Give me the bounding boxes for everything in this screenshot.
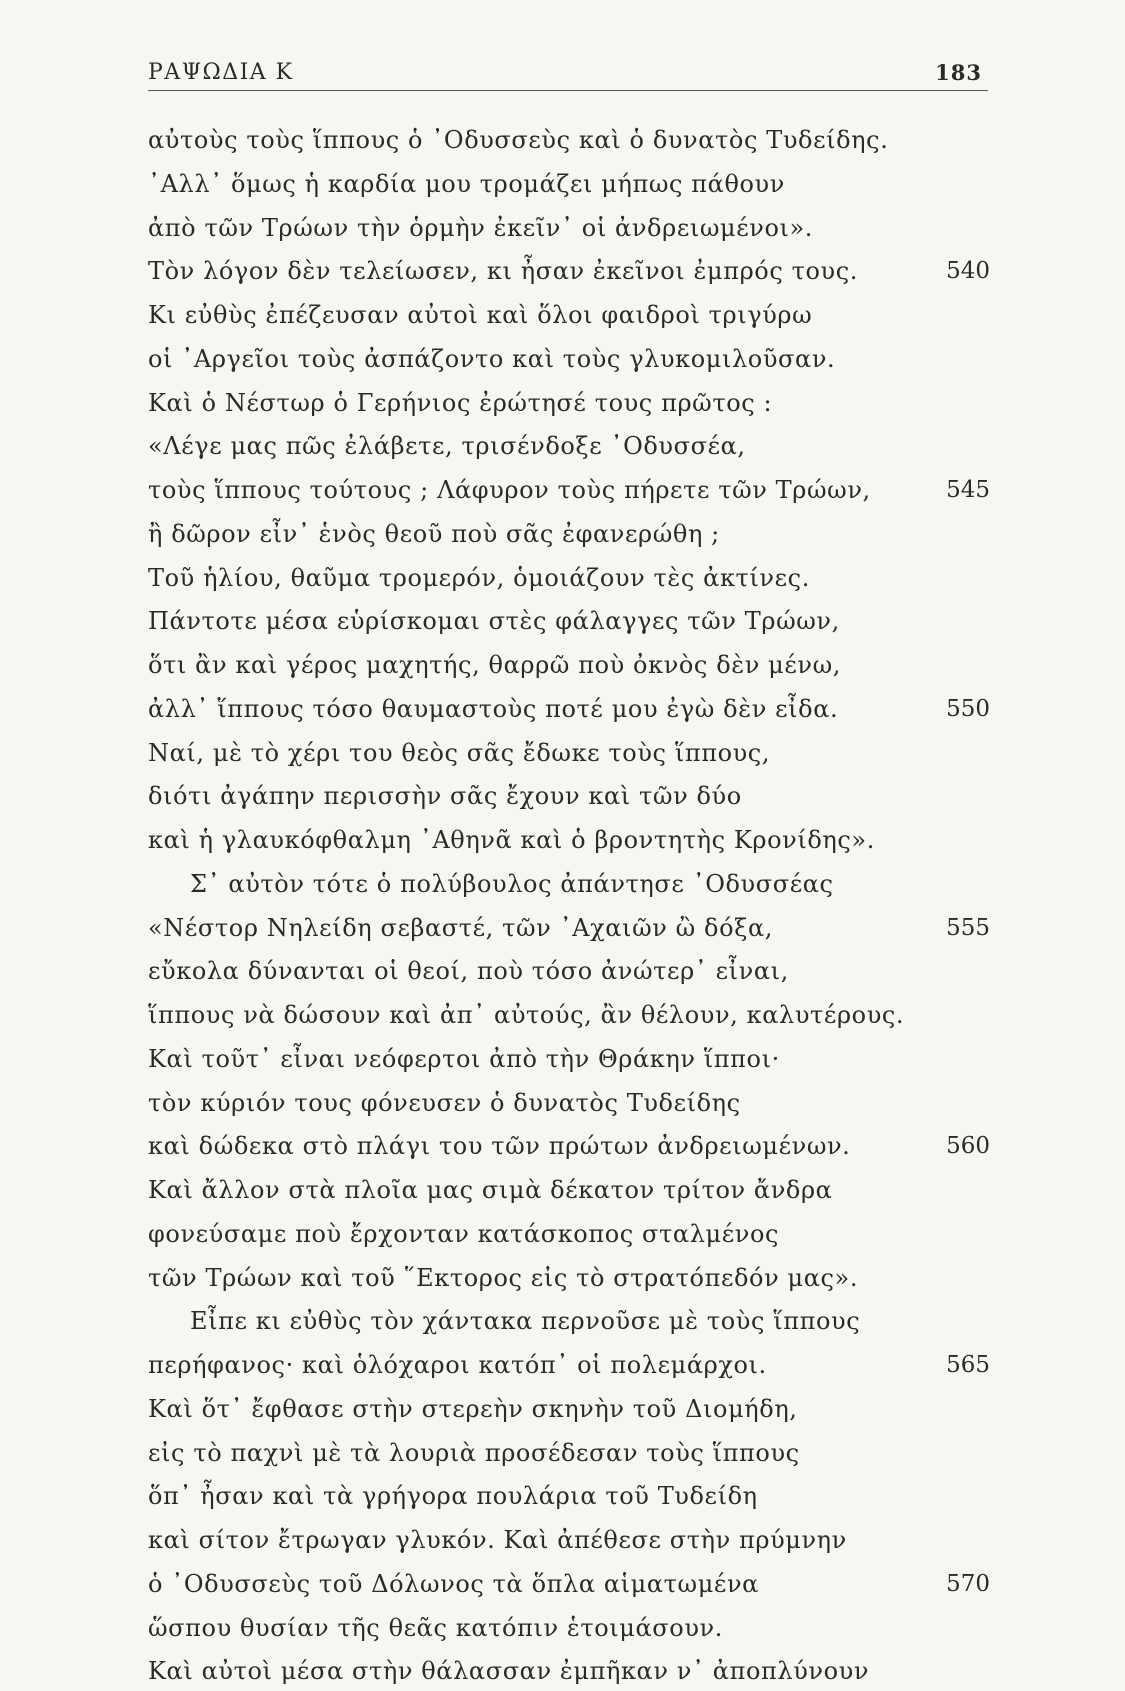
verse-line: Κι εὐθὺς ἐπέζευσαν αὐτοὶ καὶ ὅλοι φαιδροὶ τριγύρω	[148, 301, 813, 329]
verse-line: ὅτι ἂν καὶ γέρος μαχητής, θαρρῶ ποὺ ὀκνὸς δὲν μένω,	[148, 651, 841, 679]
page-number: 183	[935, 60, 982, 85]
verse-line: Ναί, μὲ τὸ χέρι του θεὸς σᾶς ἔδωκε τοὺς ἵππους,	[148, 738, 771, 767]
verse-line: ὁ ᾿Οδυσσεὺς τοῦ Δόλωνος τὰ ὅπλα αἱματωμένα	[148, 1569, 759, 1598]
line-number: 570	[946, 1570, 990, 1597]
verse-line: Πάντοτε μέσα εὑρίσκομαι στὲς φάλαγγες τῶν Τρώων,	[148, 607, 840, 636]
verse-line: εὔκολα δύνανται οἱ θεοί, ποὺ τόσο ἀνώτερ᾿ εἶναι,	[148, 957, 789, 986]
verse-line: καὶ δώδεκα στὸ πλάγι του τῶν πρώτων ἀνδρειωμένων.	[148, 1132, 851, 1161]
verse-line: ἢ δῶρον εἶν᾿ ἑνὸς θεοῦ ποὺ σᾶς ἐφανερώθη ;	[148, 519, 720, 548]
verse-line: ἀπὸ τῶν Τρώων τὴν ὁρμὴν ἐκεῖν᾿ οἱ ἀνδρειωμένοι».	[148, 213, 814, 242]
verse-line: Καὶ τοῦτ᾿ εἶναι νεόφερτοι ἀπὸ τὴν Θράκην ἵπποι·	[148, 1044, 780, 1073]
verse-line: Τοῦ ἡλίου, θαῦμα τρομερόν, ὁμοιάζουν τὲς ἀκτίνες.	[148, 563, 810, 592]
line-number: 545	[946, 477, 990, 503]
page-header	[148, 54, 988, 91]
verse-line: ᾿Αλλ᾿ ὅμως ἡ καρδία μου τρομάζει μήπως πάθουν	[148, 169, 785, 198]
verse-line: Σ᾿ αὐτὸν τότε ὁ πολύβουλος ἀπάντησε ᾿Οδυσσέας	[190, 869, 834, 898]
verse-line: οἱ ᾿Αργεῖοι τοὺς ἀσπάζοντο καὶ τοὺς γλυκομιλοῦσαν.	[148, 344, 836, 373]
verse-line: «Νέστορ Νηλείδη σεβαστέ, τῶν ᾿Αχαιῶν ὢ δόξα,	[148, 913, 774, 942]
verse-line: ὥσπου θυσίαν τῆς θεᾶς κατόπιν ἑτοιμάσουν.	[148, 1613, 723, 1642]
line-number: 560	[946, 1133, 990, 1160]
verse-line: καὶ ἡ γλαυκόφθαλμη ᾿Αθηνᾶ καὶ ὁ βροντητὴς Κρονίδης».	[148, 826, 875, 854]
verse-line: τοὺς ἵππους τούτους ; Λάφυρον τοὺς πήρετε τῶν Τρώων,	[148, 476, 871, 504]
line-number: 550	[946, 695, 990, 722]
verse-line: «Λέγε μας πῶς ἐλάβετε, τρισένδοξε ᾿Οδυσσέα,	[148, 432, 746, 461]
verse-line: Τὸν λόγον δὲν τελείωσεν, κι ἦσαν ἐκεῖνοι ἐμπρός τους.	[148, 257, 858, 286]
verse-line: Καὶ ὅτ᾿ ἔφθασε στὴν στερεὴν σκηνὴν τοῦ Διομήδη,	[148, 1394, 798, 1423]
verse-line: διότι ἀγάπην περισσὴν σᾶς ἔχουν καὶ τῶν δύο	[148, 782, 742, 811]
line-number: 565	[946, 1352, 990, 1378]
verse-line: εἰς τὸ παχνὶ μὲ τὰ λουριὰ προσέδεσαν τοὺς ἵππους	[148, 1438, 800, 1467]
verse-line: ὅπ᾿ ἦσαν καὶ τὰ γρήγορα πουλάρια τοῦ Τυδείδη	[148, 1482, 758, 1511]
verse-line: καὶ σίτον ἔτρωγαν γλυκόν. Καὶ ἀπέθεσε στὴν πρύμνην	[148, 1526, 847, 1554]
line-number: 540	[946, 258, 990, 285]
verse-line: Καὶ ὁ Νέστωρ ὁ Γερήνιος ἐρώτησέ τους πρῶτος :	[148, 388, 773, 417]
verse-line: αὐτοὺς τοὺς ἵππους ὁ ᾿Οδυσσεὺς καὶ ὁ δυνατὸς Τυδείδης.	[148, 126, 889, 154]
running-title: ΡΑΨΩΔΙΑ Κ	[148, 60, 294, 85]
line-number: 555	[946, 914, 990, 941]
verse-line: Εἶπε κι εὐθὺς τὸν χάντακα περνοῦσε μὲ τοὺς ἵππους	[190, 1307, 861, 1336]
verse-line: τῶν Τρώων καὶ τοῦ ῞Εκτορος εἰς τὸ στρατόπεδόν μας».	[148, 1263, 859, 1292]
verse-line: Καὶ αὐτοὶ μέσα στὴν θάλασσαν ἐμπῆκαν ν᾿ ἀποπλύνουν	[148, 1657, 870, 1686]
verse-line: ἵππους νὰ δώσουν καὶ ἀπ᾿ αὐτούς, ἂν θέλουν, καλυτέρους.	[148, 1001, 905, 1029]
verse-line: Καὶ ἄλλον στὰ πλοῖα μας σιμὰ δέκατον τρίτον ἄνδρα	[148, 1176, 833, 1204]
verse-line: περήφανος· καὶ ὁλόχαροι κατόπ᾿ οἱ πολεμάρχοι.	[148, 1351, 767, 1379]
verse-line: τὸν κύριόν τους φόνευσεν ὁ δυνατὸς Τυδείδης	[148, 1088, 741, 1117]
verse-line: φονεύσαμε ποὺ ἔρχονταν κατάσκοπος σταλμένος	[148, 1219, 780, 1248]
verse-line: ἀλλ᾿ ἵππους τόσο θαυμαστοὺς ποτέ μου ἐγὼ δὲν εἶδα.	[148, 694, 839, 723]
